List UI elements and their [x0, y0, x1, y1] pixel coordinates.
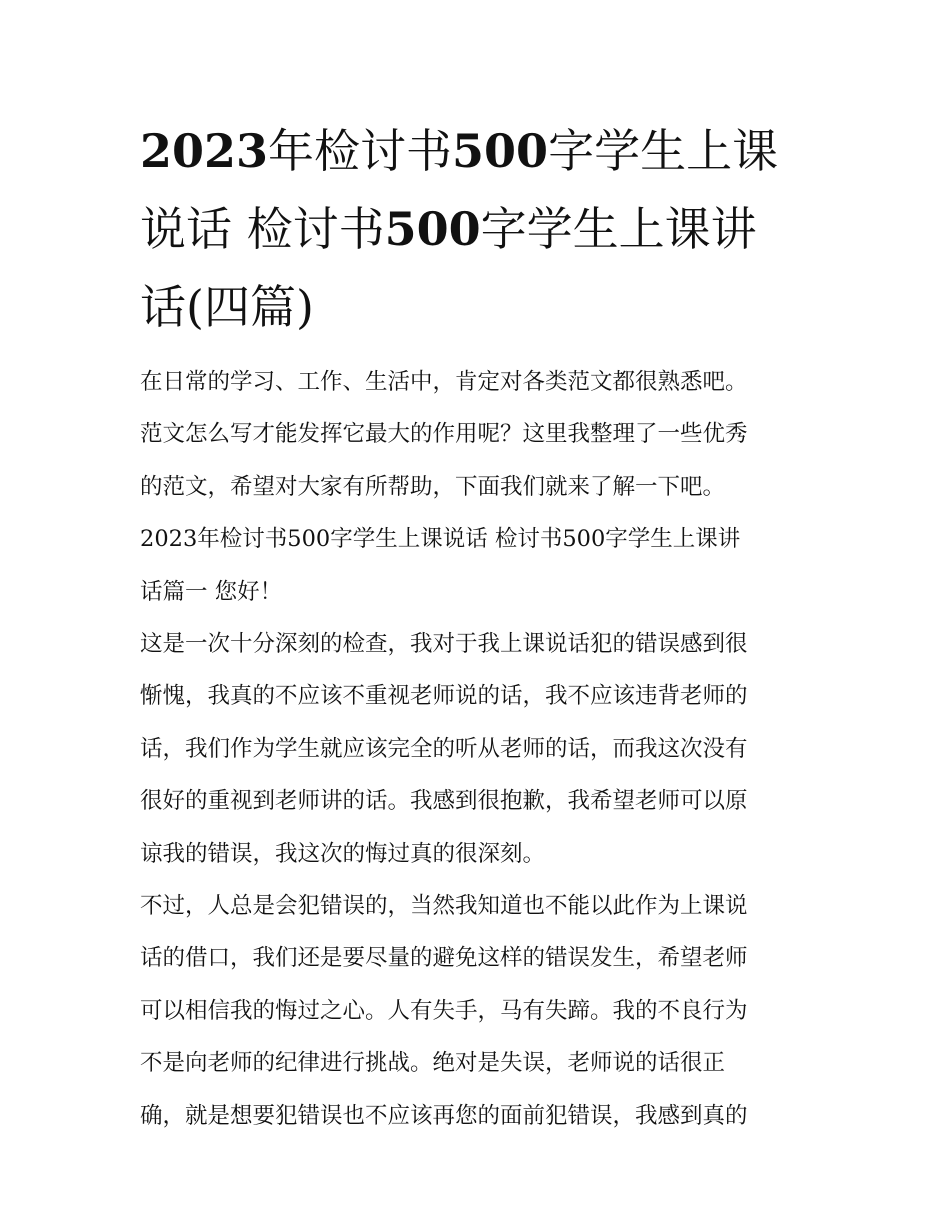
body-line: 惭愧，我真的不应该不重视老师说的话，我不应该违背老师的 [140, 683, 748, 710]
document-title [140, 112, 815, 346]
title-line: 话(四篇) [140, 280, 314, 334]
body-line: 很好的重视到老师讲的话。我感到很抱歉，我希望老师可以原 [140, 788, 748, 815]
body-line: 谅我的错误，我这次的悔过真的很深刻。 [140, 840, 546, 867]
body-line: 话，我们作为学生就应该完全的听从老师的话，而我这次没有 [140, 735, 748, 762]
document-body [140, 356, 815, 1142]
document-page [140, 112, 815, 1142]
body-line: 话篇一 您好！ [140, 578, 283, 605]
body-line: 的范文，希望对大家有所帮助，下面我们就来了解一下吧。 [140, 473, 726, 500]
body-line: 范文怎么写才能发挥它最大的作用呢？这里我整理了一些优秀 [140, 421, 748, 448]
body-line: 可以相信我的悔过之心。人有失手，马有失蹄。我的不良行为 [140, 997, 748, 1024]
title-line: 2023年检讨书500字学生上课 [140, 124, 779, 178]
body-line: 不是向老师的纪律进行挑战。绝对是失误，老师说的话很正 [140, 1050, 726, 1077]
body-line: 在日常的学习、工作、生活中，肯定对各类范文都很熟悉吧。 [140, 369, 748, 395]
body-line: 话的借口，我们还是要尽量的避免这样的错误发生，希望老师 [140, 945, 748, 972]
body-line: 这是一次十分深刻的检查，我对于我上课说话犯的错误感到很 [140, 631, 748, 658]
body-line: 不过，人总是会犯错误的，当然我知道也不能以此作为上课说 [140, 893, 748, 920]
title-line: 说话 检讨书500字学生上课讲 [140, 202, 757, 256]
body-line: 确，就是想要犯错误也不应该再您的面前犯错误，我感到真的 [140, 1102, 748, 1129]
body-line: 2023年检讨书500字学生上课说话 检讨书500字学生上课讲 [140, 526, 741, 553]
